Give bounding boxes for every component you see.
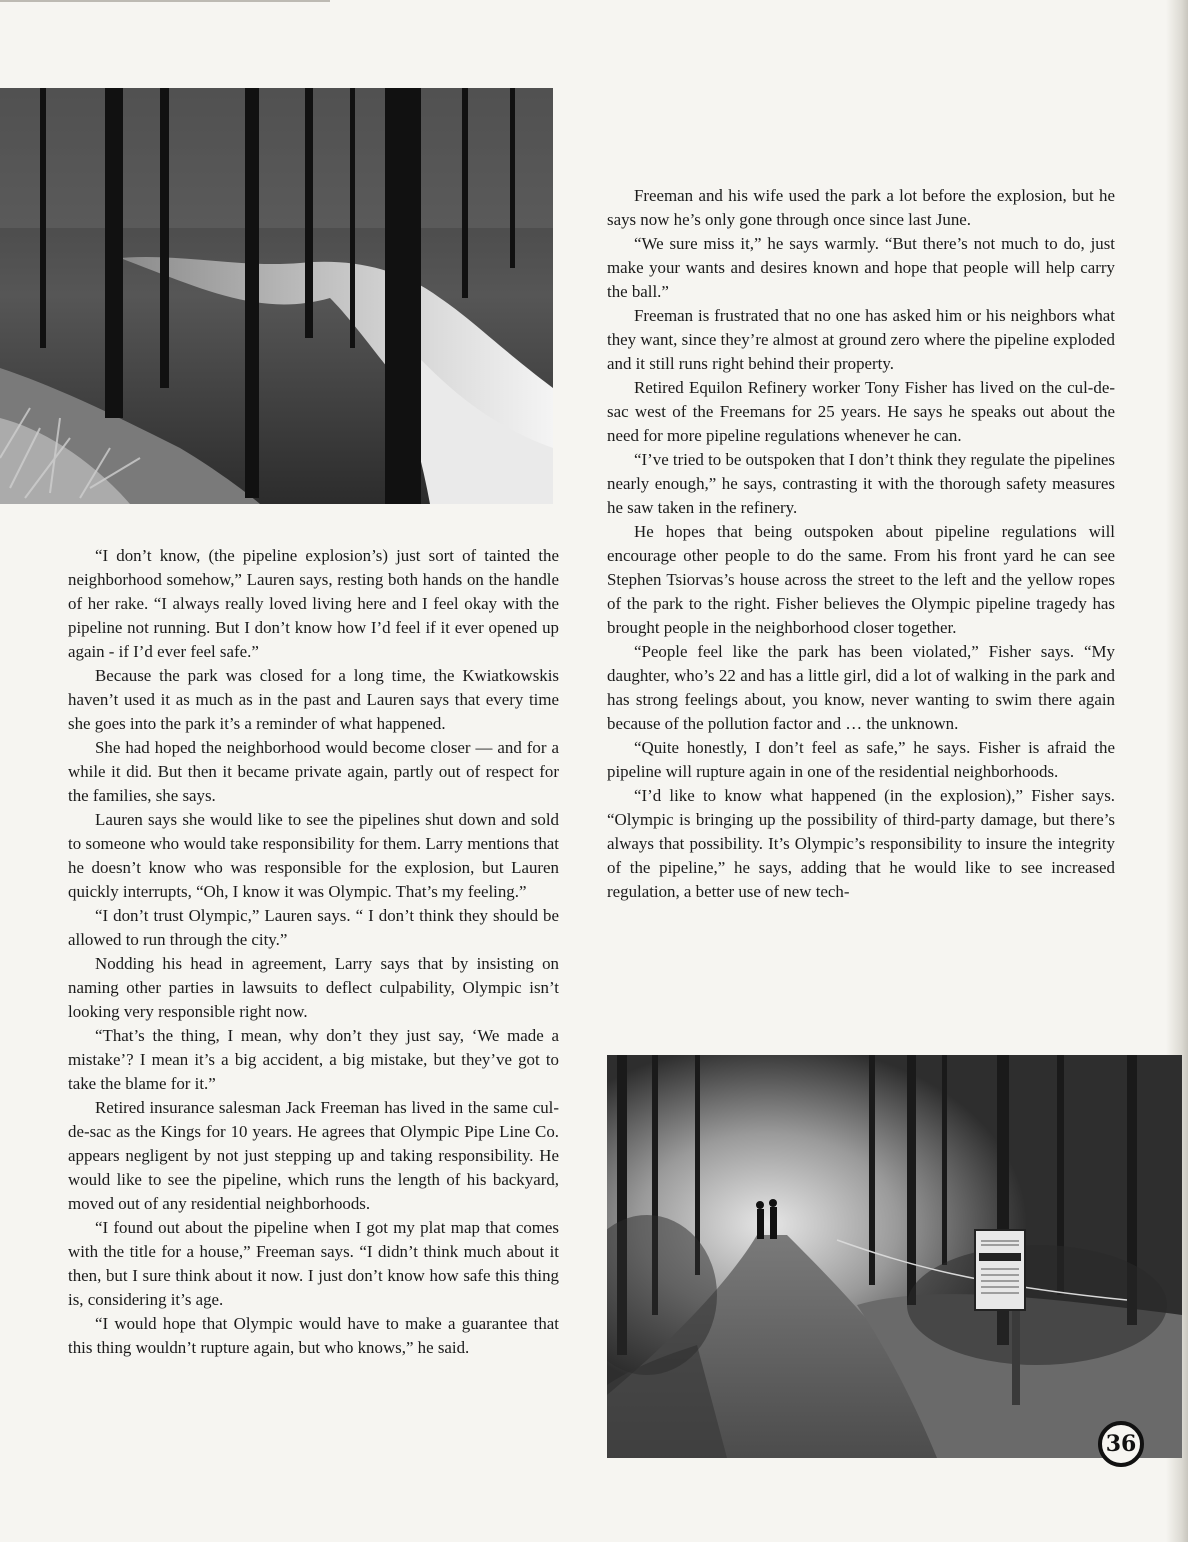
paragraph: “I’d like to know what happened (in the explosion),” Fisher says. “Olympic is bringing up the possibility of third-party damage, but there’s always that possibility. It’s Olympic’s responsibility to insure the integrity of the pipeline,” he says, adding that he would like to see increased regulation, a better use of new tech- — [607, 786, 1115, 901]
page-number-badge — [1098, 1421, 1144, 1467]
paragraph: Nodding his head in agreement, Larry says that by insisting on naming other parties in lawsuits to deflect culpability, Olympic isn’t looking very responsible right now. — [68, 954, 559, 1021]
article-column-left — [68, 544, 559, 1360]
paragraph: “I don’t trust Olympic,” Lauren says. “ I don’t think they should be allowed to run through the city.” — [68, 906, 559, 949]
paragraph: “I found out about the pipeline when I got my plat map that comes with the title for a house,” Freeman says. “I didn’t think much about it then, but I sure think about it now. I just don’t know how safe this thing is, considering it’s age. — [68, 1218, 559, 1309]
paragraph: “Quite honestly, I don’t feel as safe,” he says. Fisher is afraid the pipeline will rupture again in one of the residential neighborhoods. — [607, 738, 1115, 781]
paragraph: Because the park was closed for a long time, the Kwiatkowskis haven’t used it as much as in the past and Lauren says that every time she goes into the park it’s a reminder of what happened. — [68, 666, 559, 733]
paragraph: Retired insurance salesman Jack Freeman has lived in the same cul-de-sac as the Kings for 10 years. He agrees that Olympic Pipe Line Co. appears negligent by not just stepping up and taking responsibility. He would like to see the pipeline, which runs the length of his backyard, moved out of any residential neighborhoods. — [68, 1098, 559, 1213]
article-column-right — [607, 184, 1115, 904]
paragraph: She had hoped the neighborhood would become closer — and for a while it did. But then it became private again, partly out of respect for the families, she says. — [68, 738, 559, 805]
creek-photo-image — [0, 88, 553, 504]
creek-photo — [0, 88, 553, 504]
paragraph: “I’ve tried to be outspoken that I don’t think they regulate the pipelines nearly enough,” he says, contrasting it with the thorough safety measures he saw taken in the refinery. — [607, 450, 1115, 517]
top-rule — [0, 0, 330, 2]
paragraph: He hopes that being outspoken about pipeline regulations will encourage other people to do the same. From his front yard he can see Stephen Tsiorvas’s house across the street to the left and the yellow ropes of the park to the right. Fisher believes the Olympic pipeline tragedy has brought people in the neighborhood closer together. — [607, 522, 1115, 637]
trail-photo-image — [607, 1055, 1182, 1458]
page-number: 36 — [1105, 1431, 1137, 1457]
paragraph: “That’s the thing, I mean, why don’t they just say, ‘We made a mistake’? I mean it’s a big accident, a big mistake, but they’ve got to take the blame for it.” — [68, 1026, 559, 1093]
paragraph: “People feel like the park has been violated,” Fisher says. “My daughter, who’s 22 and has a little girl, did a lot of walking in the park and has strong feelings about, you know, never wanting to swim there again because of the pollution factor and … the unknown. — [607, 642, 1115, 733]
trail-photo — [607, 1055, 1182, 1458]
paragraph: Freeman and his wife used the park a lot before the explosion, but he says now he’s only gone through once since last June. — [607, 186, 1115, 229]
paragraph: Freeman is frustrated that no one has asked him or his neighbors what they want, since they’re almost at ground zero where the pipeline exploded and it still runs right behind their property. — [607, 306, 1115, 373]
paragraph: Lauren says she would like to see the pipelines shut down and sold to someone who would take responsibility for them. Larry mentions that he doesn’t know who was responsible for the explosion, but Lauren quickly interrupts, “Oh, I know it was Olympic. That’s my feeling.” — [68, 810, 559, 901]
paragraph: “I don’t know, (the pipeline explosion’s) just sort of tainted the neighborhood somehow,” Lauren says, resting both hands on the handle of her rake. “I always really loved living here and I feel okay with the pipeline not running. But I don’t know how I’d feel if it ever opened up again - if I’d ever feel safe.” — [68, 546, 559, 661]
paragraph: “We sure miss it,” he says warmly. “But there’s not much to do, just make your wants and desires known and hope that people will help carry the ball.” — [607, 234, 1115, 301]
paragraph: “I would hope that Olympic would have to make a guarantee that this thing wouldn’t rupture again, but who knows,” he said. — [68, 1314, 559, 1357]
paragraph: Retired Equilon Refinery worker Tony Fisher has lived on the cul-de-sac west of the Freemans for 25 years. He says he speaks out about the need for more pipeline regulations whenever he can. — [607, 378, 1115, 445]
